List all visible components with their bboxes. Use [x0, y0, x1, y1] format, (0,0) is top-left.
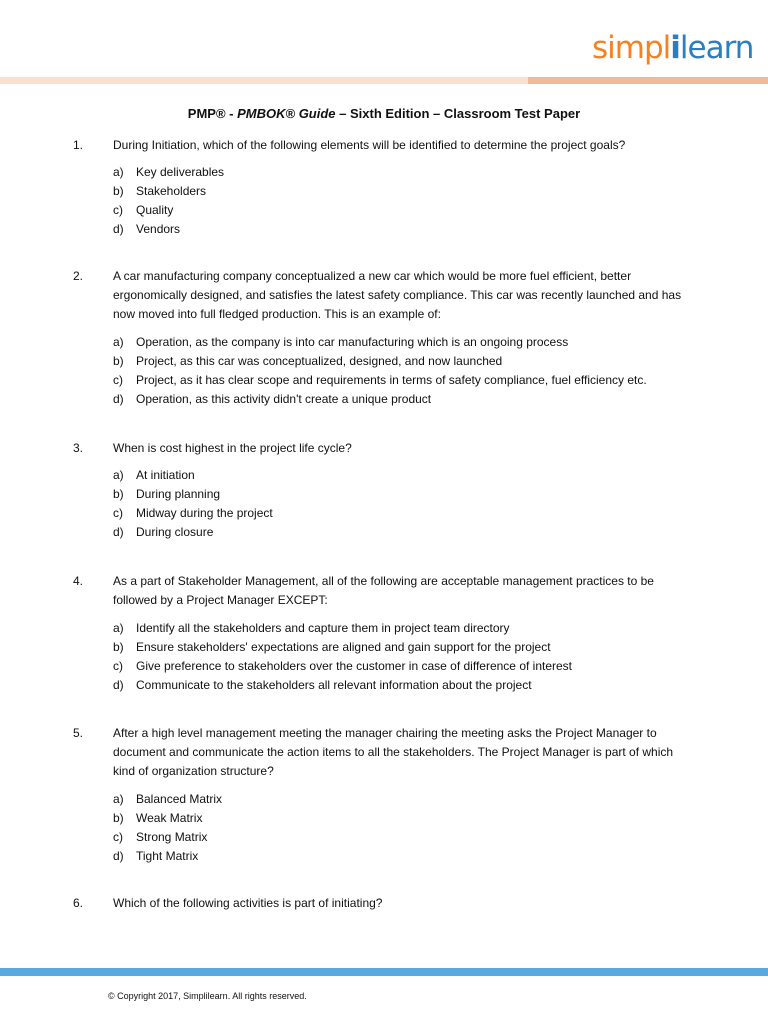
option-text: During planning	[136, 487, 221, 501]
option-b	[113, 638, 572, 657]
option-text: Key deliverables	[136, 165, 225, 179]
option-list	[113, 163, 224, 239]
option-b	[113, 352, 647, 371]
option-list	[113, 333, 647, 409]
option-text: Midway during the project	[136, 506, 273, 520]
option-letter: d)	[113, 222, 124, 236]
title-italic: PMBOK® Guide	[237, 106, 336, 121]
option-b	[113, 182, 224, 201]
option-text: Communicate to the stakeholders all relevant information about the project	[136, 678, 532, 692]
question-number: 5.	[73, 726, 84, 740]
option-a	[113, 333, 647, 352]
header-stripe	[0, 77, 768, 84]
option-letter: c)	[113, 373, 123, 387]
option-text: Ensure stakeholders' expectations are aligned and gain support for the project	[136, 640, 551, 654]
option-list	[113, 466, 273, 542]
option-text: Balanced Matrix	[136, 792, 223, 806]
option-text: Vendors	[136, 222, 181, 236]
option-a	[113, 466, 273, 485]
question-number: 4.	[73, 574, 84, 588]
question-text: When is cost highest in the project life cycle?	[113, 441, 352, 455]
title-suffix: – Sixth Edition – Classroom Test Paper	[335, 106, 581, 121]
option-letter: b)	[113, 354, 124, 368]
logo-part-2: learn	[679, 30, 754, 66]
option-d	[113, 220, 224, 239]
option-c	[113, 504, 273, 523]
option-text: Weak Matrix	[136, 811, 203, 825]
question-text: As a part of Stakeholder Management, all of the following are acceptable management practices to be followed by a Project Manager EXCEPT:	[113, 574, 654, 607]
option-d	[113, 676, 572, 695]
option-text: Stakeholders	[136, 184, 207, 198]
option-a	[113, 163, 224, 182]
logo-divider: i	[670, 30, 680, 66]
option-d	[113, 847, 222, 866]
option-letter: d)	[113, 392, 124, 406]
option-letter: a)	[113, 335, 124, 349]
option-letter: a)	[113, 468, 124, 482]
option-a	[113, 790, 222, 809]
option-letter: c)	[113, 506, 123, 520]
option-letter: c)	[113, 659, 123, 673]
question-number: 1.	[73, 138, 84, 152]
question-text: After a high level management meeting the manager chairing the meeting asks the Project Manager to document and communicate the action items to all the stakeholders. The Project Manager is part of which kind of organization structure?	[113, 726, 674, 778]
option-d	[113, 390, 647, 409]
question-text: A car manufacturing company conceptualized a new car which would be more fuel efficient, better ergonomically designed, and satisfies the latest safety compliance. This car was recently launched and has now moved into full fledged production. This is an example of:	[113, 269, 682, 321]
option-letter: c)	[113, 830, 123, 844]
page-title	[0, 106, 768, 121]
option-letter: a)	[113, 165, 124, 179]
option-letter: d)	[113, 525, 124, 539]
option-b	[113, 809, 222, 828]
title-prefix: PMP® -	[187, 106, 238, 121]
option-c	[113, 201, 224, 220]
option-letter: a)	[113, 792, 124, 806]
option-text: Operation, as the company is into car manufacturing which is an ongoing process	[136, 335, 569, 349]
footer-stripe	[0, 968, 768, 976]
option-letter: d)	[113, 849, 124, 863]
option-a	[113, 619, 572, 638]
option-text: Tight Matrix	[136, 849, 199, 863]
option-letter: b)	[113, 811, 124, 825]
option-c	[113, 657, 572, 676]
question-text: Which of the following activities is part of initiating?	[113, 896, 383, 910]
option-c	[113, 828, 222, 847]
option-letter: a)	[113, 621, 124, 635]
option-letter: b)	[113, 184, 124, 198]
logo-part-1: simpl	[592, 30, 671, 66]
simplilearn-logo	[592, 28, 753, 68]
question-number: 3.	[73, 441, 84, 455]
option-text: Strong Matrix	[136, 830, 208, 844]
option-d	[113, 523, 273, 542]
option-list	[113, 790, 222, 866]
copyright-text: © Copyright 2017, Simplilearn. All rights reserved.	[108, 991, 307, 1001]
option-text: Project, as this car was conceptualized, designed, and now launched	[136, 354, 503, 368]
option-letter: b)	[113, 640, 124, 654]
question-number: 2.	[73, 269, 84, 283]
option-text: Quality	[136, 203, 174, 217]
option-letter: d)	[113, 678, 124, 692]
question-text: During Initiation, which of the following elements will be identified to determine the project goals?	[113, 138, 626, 152]
option-letter: b)	[113, 487, 124, 501]
question-number: 6.	[73, 896, 84, 910]
option-text: At initiation	[136, 468, 195, 482]
option-b	[113, 485, 273, 504]
header-stripe-accent	[528, 77, 768, 84]
option-text: Identify all the stakeholders and capture them in project team directory	[136, 621, 510, 635]
option-text: Operation, as this activity didn't create a unique product	[136, 392, 432, 406]
option-c	[113, 371, 647, 390]
option-text: Project, as it has clear scope and requirements in terms of safety compliance, fuel efficiency etc.	[136, 373, 647, 387]
option-text: Give preference to stakeholders over the customer in case of difference of interest	[136, 659, 573, 673]
option-list	[113, 619, 572, 695]
option-letter: c)	[113, 203, 123, 217]
option-text: During closure	[136, 525, 214, 539]
